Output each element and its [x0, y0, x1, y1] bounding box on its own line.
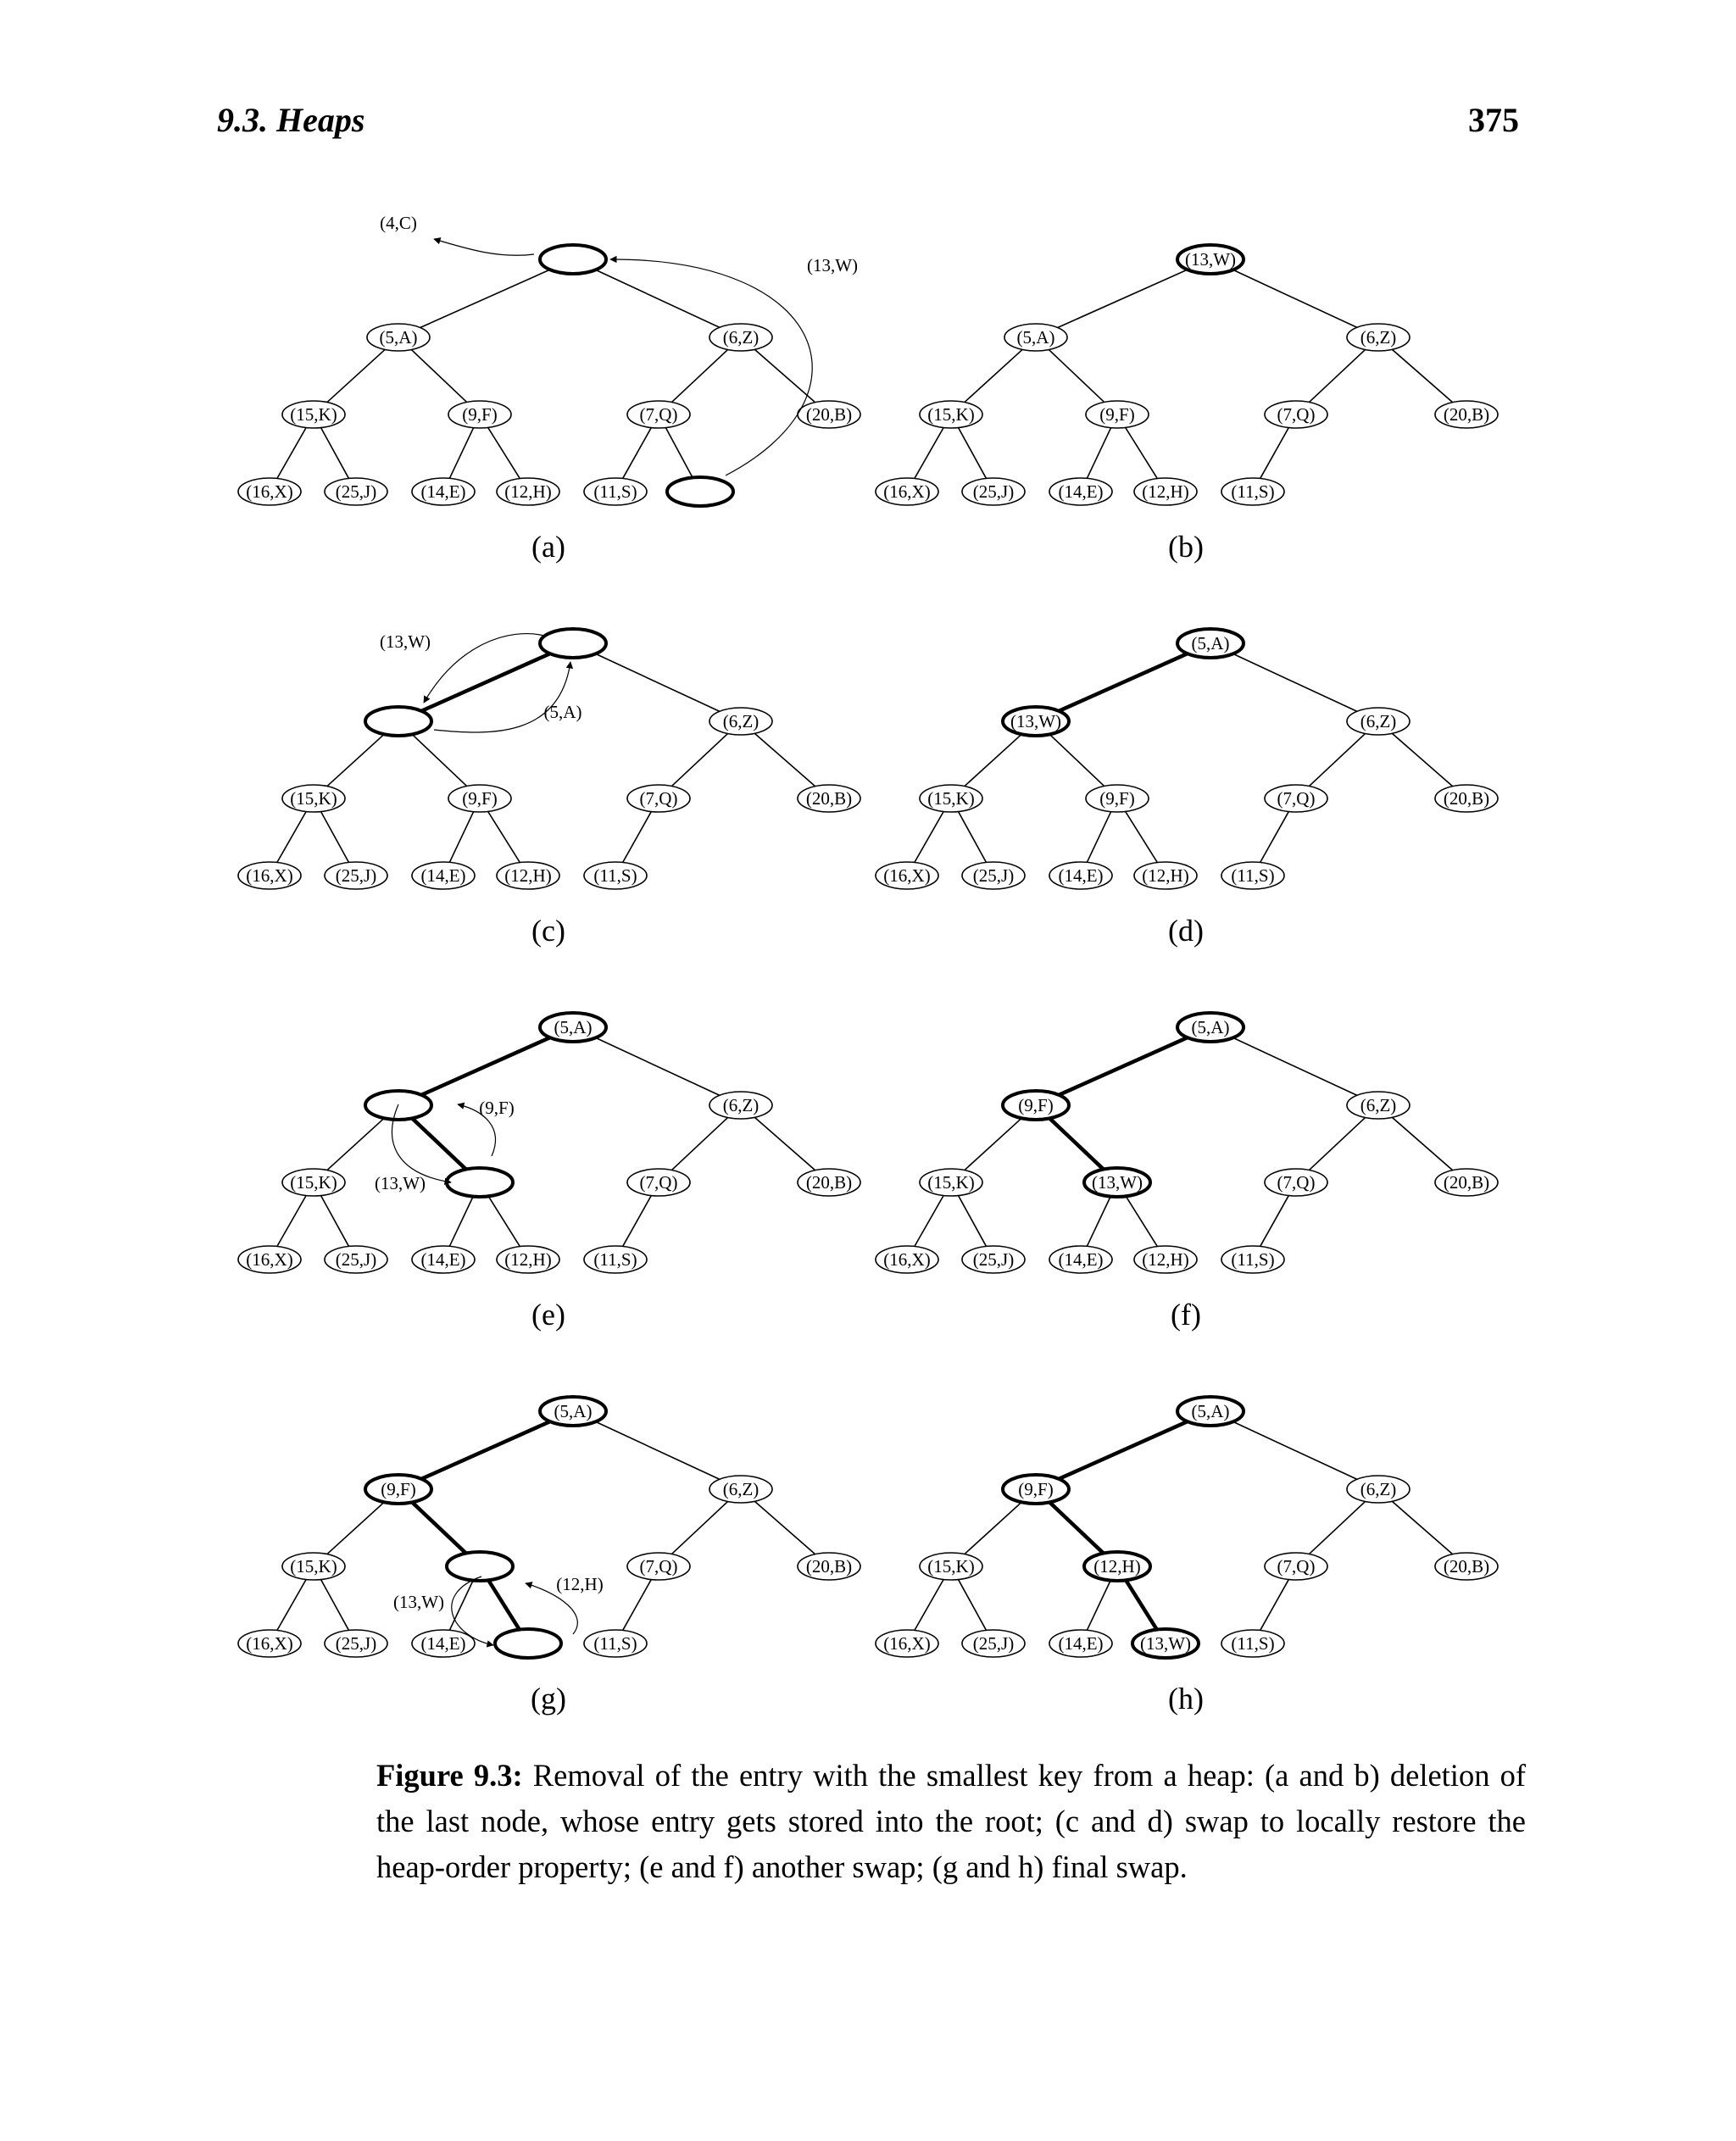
heap-node-label: (14,E)	[1058, 865, 1104, 886]
heap-edge	[596, 1421, 720, 1479]
heap-edge	[1087, 428, 1110, 479]
heap-edge	[412, 1118, 465, 1169]
moved-entry-label: (9,F)	[479, 1098, 515, 1118]
heap-node-label: (20,B)	[1443, 1556, 1490, 1577]
heap-edge	[1087, 812, 1110, 863]
heap-node-label: (5,A)	[1191, 1017, 1230, 1037]
page-number: 375	[1468, 101, 1519, 139]
moved-entry-label: (12,H)	[556, 1574, 604, 1594]
heap-edge	[959, 428, 987, 479]
heap-edge	[754, 1501, 815, 1554]
heap-node-label: (16,X)	[246, 865, 293, 886]
heap-node-label: (20,B)	[1443, 788, 1490, 809]
move-arrow	[424, 634, 544, 703]
heap-edge	[327, 349, 385, 402]
heap-panel-e	[238, 1013, 860, 1332]
heap-edge	[915, 812, 943, 863]
heap-node-label: (25,J)	[972, 865, 1015, 886]
heap-node-label: (7,Q)	[1277, 404, 1316, 425]
heap-edge	[671, 734, 727, 787]
heap-edge	[1126, 1196, 1157, 1246]
heap-edge	[1126, 1580, 1156, 1629]
heap-node-label: (13,W)	[1184, 249, 1237, 270]
heap-node-label: (5,A)	[1191, 1401, 1230, 1421]
heap-node-label: (13,W)	[1010, 711, 1062, 731]
moved-entry-label: (13,W)	[374, 1173, 426, 1193]
move-arrow	[434, 239, 534, 255]
heap-edge	[1049, 734, 1104, 786]
heap-edge	[1309, 350, 1365, 403]
heap-edge	[1392, 733, 1452, 786]
heap-node-label: (13,W)	[1139, 1633, 1192, 1654]
heap-node-label: (11,S)	[1231, 481, 1275, 502]
heap-node-empty	[667, 477, 733, 506]
heap-node-label: (6,Z)	[1360, 1479, 1397, 1499]
heap-panel-g	[238, 1397, 860, 1716]
heap-edge	[1059, 1037, 1188, 1095]
heap-edge	[1309, 1118, 1365, 1171]
heap-edge	[623, 812, 652, 863]
heap-node-label: (20,B)	[805, 1556, 853, 1577]
heap-node-label: (16,X)	[883, 1249, 931, 1270]
heap-node-label: (7,Q)	[1277, 1556, 1316, 1577]
heap-edge	[1087, 1197, 1110, 1247]
heap-edge	[1049, 350, 1104, 403]
panel-caption: (a)	[531, 530, 565, 564]
heap-node-label: (16,X)	[883, 1633, 931, 1654]
heap-edge	[1233, 270, 1357, 327]
heap-node-label: (11,S)	[1231, 1249, 1275, 1270]
heap-node-empty	[540, 629, 606, 658]
heap-node-empty	[365, 707, 431, 736]
heap-node-label: (25,J)	[335, 865, 377, 886]
heap-edge	[1126, 427, 1158, 478]
heap-edge	[327, 1118, 384, 1170]
heap-panel-c	[238, 629, 860, 948]
heap-node-empty	[447, 1552, 513, 1581]
heap-edge	[1059, 1421, 1188, 1479]
heap-node-label: (16,X)	[246, 481, 293, 502]
heap-edge	[488, 427, 520, 478]
heap-edge	[277, 812, 306, 863]
heap-edge	[327, 1502, 384, 1554]
heap-edge	[965, 1502, 1021, 1554]
heap-edge	[623, 1196, 652, 1247]
heap-node-label: (12,H)	[1142, 865, 1189, 886]
heap-node-label: (11,S)	[593, 481, 637, 502]
heap-node-label: (14,E)	[420, 865, 466, 886]
heap-node-label: (9,F)	[1099, 404, 1135, 425]
moved-entry-label: (13,W)	[806, 255, 859, 275]
heap-edge	[277, 1580, 306, 1631]
heap-node-label: (5,A)	[1191, 633, 1230, 653]
heap-edge	[321, 428, 349, 479]
figure-caption-text: Removal of the entry with the smallest key from a heap: (a and b) deletion of the last node, whose entry gets stored into the root; (c and d) swap to locally restore the heap-order property; (e and f) another swap; (g and h) final swap.	[376, 1758, 1526, 1884]
heap-node-label: (15,K)	[290, 788, 337, 809]
heap-edge	[1392, 1501, 1452, 1554]
heap-edge	[412, 1502, 465, 1553]
heap-edge	[623, 1580, 652, 1631]
heap-node-label: (11,S)	[593, 865, 637, 886]
heap-node-label: (6,Z)	[722, 327, 760, 348]
heap-panel-h	[876, 1397, 1498, 1716]
heap-edge	[327, 734, 384, 786]
panel-caption: (h)	[1168, 1682, 1204, 1716]
heap-panel-f	[876, 1013, 1498, 1332]
heap-node-label: (7,Q)	[1277, 1172, 1316, 1193]
heap-edge	[959, 1580, 987, 1631]
heap-edge	[671, 1118, 727, 1171]
heap-node-label: (20,B)	[805, 404, 853, 425]
heap-panel-b	[876, 245, 1498, 564]
heap-node-label: (12,H)	[504, 865, 552, 886]
heap-edge	[412, 734, 466, 786]
heap-edge	[488, 1580, 519, 1629]
heap-node-label: (20,B)	[1443, 1172, 1490, 1193]
heap-edge	[596, 270, 720, 327]
heap-node-label: (7,Q)	[639, 1172, 678, 1193]
heap-edge	[321, 812, 349, 863]
heap-edge	[754, 349, 815, 402]
heap-node-label: (11,S)	[593, 1249, 637, 1270]
heap-edge	[449, 1197, 473, 1247]
heap-node-label: (12,H)	[1142, 1249, 1189, 1270]
heap-node-label: (15,K)	[290, 1556, 337, 1577]
heap-edge	[488, 1196, 520, 1246]
heap-edge	[965, 349, 1022, 402]
heap-node-label: (25,J)	[972, 481, 1015, 502]
panel-caption: (d)	[1168, 914, 1204, 948]
heap-edge	[915, 428, 943, 479]
heap-edge	[1260, 1196, 1289, 1247]
heap-edge	[623, 428, 652, 479]
running-head-section: 9.3. Heaps	[217, 101, 365, 139]
heap-node-empty	[540, 245, 606, 274]
panel-caption: (g)	[531, 1682, 566, 1716]
heap-edge	[915, 1580, 943, 1631]
heap-node-label: (16,X)	[883, 865, 931, 886]
heap-node-label: (7,Q)	[1277, 788, 1316, 809]
moved-entry-label: (4,C)	[380, 213, 417, 233]
heap-node-label: (5,A)	[1016, 327, 1055, 348]
heap-node-label: (9,F)	[1099, 788, 1135, 809]
heap-panel-a	[238, 213, 860, 564]
heap-node-label: (6,Z)	[1360, 327, 1397, 348]
heap-node-label: (13,W)	[1091, 1172, 1143, 1193]
heap-node-label: (14,E)	[1058, 1249, 1104, 1270]
heap-node-label: (12,H)	[1093, 1556, 1141, 1577]
heap-edge	[1049, 1118, 1103, 1169]
heap-edge	[421, 1037, 550, 1095]
heap-node-label: (11,S)	[593, 1633, 637, 1654]
heap-node-label: (11,S)	[1231, 865, 1275, 886]
heap-edge	[965, 1118, 1021, 1170]
heap-node-label: (14,E)	[420, 1633, 466, 1654]
heap-edge	[1059, 653, 1188, 711]
heap-edge	[1233, 1421, 1357, 1479]
heap-edge	[1126, 811, 1158, 862]
heap-node-label: (9,F)	[381, 1479, 416, 1499]
heap-node-label: (5,A)	[554, 1017, 593, 1037]
heap-node-label: (14,E)	[1058, 481, 1104, 502]
heap-node-label: (15,K)	[290, 1172, 337, 1193]
heap-edge	[421, 653, 550, 711]
moved-entry-label: (13,W)	[379, 631, 431, 652]
heap-node-label: (16,X)	[883, 481, 931, 502]
heap-node-label: (16,X)	[246, 1633, 293, 1654]
heap-node-label: (14,E)	[420, 1249, 466, 1270]
heap-node-label: (9,F)	[462, 788, 498, 809]
heap-edge	[1260, 812, 1289, 863]
heap-node-label: (25,J)	[335, 481, 377, 502]
heap-node-label: (7,Q)	[639, 788, 678, 809]
heap-edge	[277, 428, 306, 479]
heap-node-label: (15,K)	[290, 404, 337, 425]
heap-node-label: (6,Z)	[722, 1479, 760, 1499]
heap-edge	[1058, 270, 1188, 327]
panel-caption: (c)	[531, 914, 565, 948]
heap-node-label: (6,Z)	[1360, 711, 1397, 731]
heap-edge	[915, 1196, 943, 1247]
moved-entry-label: (13,W)	[392, 1592, 445, 1612]
heap-edge	[277, 1196, 306, 1247]
heap-node-label: (16,X)	[246, 1249, 293, 1270]
heap-edge	[1309, 1502, 1365, 1554]
heap-edge	[1392, 349, 1452, 402]
heap-node-label: (15,K)	[927, 788, 975, 809]
heap-edge	[321, 1196, 349, 1247]
heap-edge	[449, 812, 473, 863]
heap-node-label: (6,Z)	[722, 711, 760, 731]
heap-node-label: (9,F)	[462, 404, 498, 425]
heap-node-label: (25,J)	[972, 1633, 1015, 1654]
figure-caption-label: Figure 9.3:	[376, 1758, 523, 1793]
heap-node-label: (15,K)	[927, 404, 975, 425]
heap-edge	[411, 350, 466, 403]
heap-edge	[959, 1196, 987, 1247]
heap-node-label: (6,Z)	[722, 1095, 760, 1115]
heap-node-label: (5,A)	[379, 327, 418, 348]
heap-edge	[671, 1502, 727, 1554]
heap-node-label: (11,S)	[1231, 1633, 1275, 1654]
heap-panel-d	[876, 629, 1498, 948]
heap-edge	[1392, 1117, 1452, 1170]
heap-node-label: (12,H)	[504, 481, 552, 502]
heap-edge	[1309, 734, 1365, 787]
heap-edge	[1233, 653, 1357, 711]
heap-edge	[1233, 1037, 1357, 1095]
heap-node-label: (6,Z)	[1360, 1095, 1397, 1115]
panel-caption: (b)	[1168, 530, 1204, 564]
heap-edge	[665, 428, 693, 478]
heap-node-label: (9,F)	[1018, 1479, 1054, 1499]
heap-node-label: (9,F)	[1018, 1095, 1054, 1115]
heap-node-label: (7,Q)	[639, 404, 678, 425]
heap-edge	[596, 653, 720, 711]
panel-caption: (f)	[1171, 1298, 1201, 1332]
heap-edge	[959, 812, 987, 863]
heap-node-label: (12,H)	[504, 1249, 552, 1270]
heap-edge	[965, 734, 1021, 786]
heap-node-label: (14,E)	[1058, 1633, 1104, 1654]
heap-node-label: (15,K)	[927, 1556, 975, 1577]
heap-edge	[671, 350, 727, 403]
heap-node-label: (25,J)	[335, 1633, 377, 1654]
figure-caption	[376, 1753, 1526, 1890]
heap-node-label: (14,E)	[420, 481, 466, 502]
heap-edge	[1087, 1581, 1110, 1631]
heap-edge	[420, 270, 550, 327]
heap-node-label: (25,J)	[972, 1249, 1015, 1270]
heap-edge	[754, 733, 815, 786]
heap-edge	[1049, 1502, 1103, 1553]
moved-entry-label: (5,A)	[543, 702, 582, 722]
heap-node-label: (25,J)	[335, 1249, 377, 1270]
heap-edge	[1260, 1580, 1289, 1631]
heap-node-empty	[447, 1168, 513, 1197]
heap-node-label: (20,B)	[1443, 404, 1490, 425]
heap-node-empty	[495, 1629, 561, 1658]
heap-edge	[321, 1580, 349, 1631]
move-arrow	[610, 259, 812, 475]
heap-node-label: (20,B)	[805, 788, 853, 809]
panel-caption: (e)	[531, 1298, 565, 1332]
heap-node-label: (20,B)	[805, 1172, 853, 1193]
heap-edge	[421, 1421, 550, 1479]
heap-edge	[488, 811, 520, 862]
heap-edge	[754, 1117, 815, 1170]
heap-node-label: (12,H)	[1142, 481, 1189, 502]
heap-edge	[449, 428, 473, 479]
heap-node-label: (5,A)	[554, 1401, 593, 1421]
heap-edge	[1260, 428, 1289, 479]
heap-node-label: (15,K)	[927, 1172, 975, 1193]
heap-node-label: (7,Q)	[639, 1556, 678, 1577]
heap-edge	[596, 1037, 720, 1095]
